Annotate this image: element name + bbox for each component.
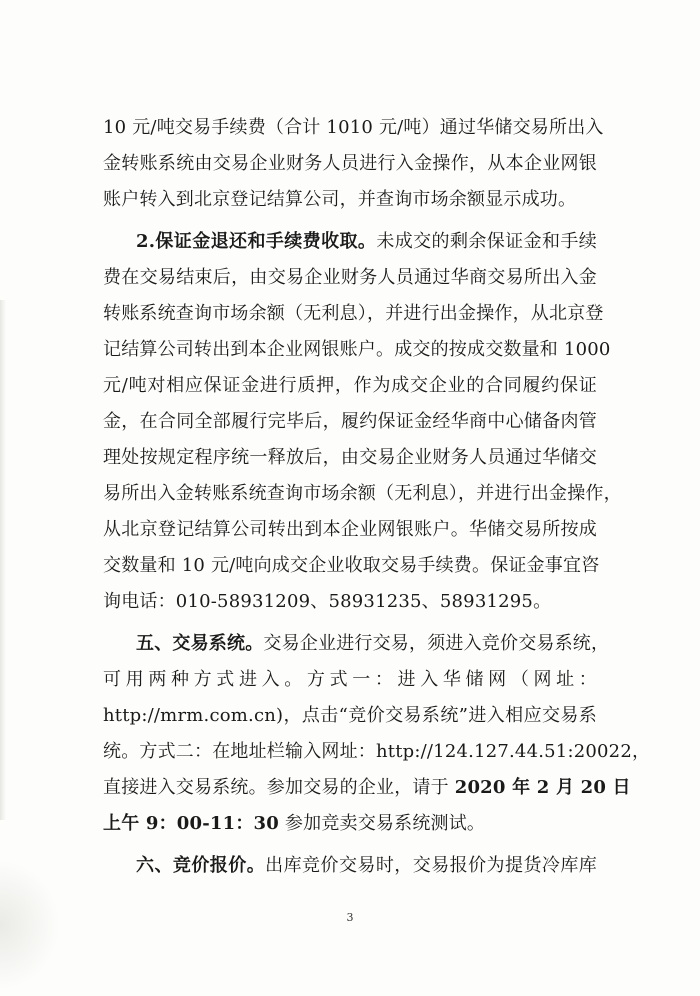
text-line bbox=[103, 591, 597, 613]
line-text: 交易企业进行交易，须进入竞价交易系统， bbox=[263, 633, 610, 654]
text-line bbox=[103, 375, 597, 397]
line-text: 统。方式二：在地址栏输入网址：http://124.127.44.51:20022， bbox=[103, 741, 651, 762]
section-heading: 六、竞价报价。 bbox=[136, 855, 266, 876]
text-line bbox=[103, 669, 597, 691]
line-text: 询电话：010-58931209、58931235、58931295。 bbox=[103, 591, 552, 612]
line-text: 费在交易结束后，由交易企业财务人员通过华商交易所出入金 bbox=[103, 267, 597, 288]
line-text: 参加竞卖交易系统测试。 bbox=[279, 813, 486, 834]
line-text: 元/吨对相应保证金进行质押，作为成交企业的合同履约保证 bbox=[103, 375, 597, 396]
line-text: 从北京登记结算公司转出到本企业网银账户。华储交易所按成 bbox=[103, 519, 597, 540]
text-line bbox=[136, 633, 610, 655]
page-number: 3 bbox=[346, 911, 354, 924]
text-line bbox=[136, 855, 597, 877]
line-text: 转账系统查询市场余额（无利息），并进行出金操作，从北京登 bbox=[103, 303, 604, 324]
text-line bbox=[103, 153, 597, 175]
text-line bbox=[103, 117, 604, 139]
text-line bbox=[103, 189, 597, 211]
line-text: 理处按规定程序统一释放后，由交易企业财务人员通过华储交 bbox=[103, 447, 597, 468]
section-heading: 2.保证金退还和手续费收取。 bbox=[136, 231, 377, 252]
text-line bbox=[103, 483, 622, 505]
line-text: 账户转入到北京登记结算公司，并查询市场余额显示成功。 bbox=[103, 189, 577, 210]
text-line bbox=[103, 555, 600, 577]
text-line bbox=[136, 231, 597, 253]
text-line bbox=[103, 741, 651, 763]
line-text: http://mrm.com.cn)，点击“竞价交易系统”进入相应交易系 bbox=[103, 705, 597, 726]
line-text: 未成交的剩余保证金和手续 bbox=[376, 231, 598, 252]
date-text: 2020 年 2 月 20 日 bbox=[454, 777, 631, 798]
text-line bbox=[103, 303, 604, 325]
text-line bbox=[103, 267, 597, 289]
line-text: 10 元/吨交易手续费（合计 1010 元/吨）通过华储交易所出入 bbox=[103, 117, 604, 138]
section-heading: 五、交易系统。 bbox=[136, 633, 264, 654]
text-line bbox=[103, 339, 611, 361]
line-text: 直接进入交易系统。参加交易的企业，请于 bbox=[103, 777, 455, 798]
text-line bbox=[103, 777, 631, 799]
line-text: 交数量和 10 元/吨向成交企业收取交易手续费。保证金事宜咨 bbox=[103, 555, 600, 576]
line-text: 出库竞价交易时，交易报价为提货冷库库 bbox=[265, 855, 597, 876]
time-text: 上午 9：00-11：30 bbox=[103, 813, 280, 834]
line-text: 金，在合同全部履行完毕后，履约保证金经华商中心储备肉管 bbox=[103, 411, 597, 432]
text-line bbox=[103, 411, 597, 433]
line-text: 易所出入金转账系统查询市场余额（无利息），并进行出金操作， bbox=[103, 483, 622, 504]
text-line bbox=[103, 813, 597, 835]
text-line bbox=[103, 705, 597, 727]
text-line bbox=[103, 519, 597, 541]
scan-edge-shadow bbox=[0, 300, 6, 820]
scan-smudge bbox=[0, 860, 60, 990]
line-text: 记结算公司转出到本企业网银账户。成交的按成交数量和 1000 bbox=[103, 339, 611, 360]
text-line bbox=[103, 447, 597, 469]
line-text: 可用两种方式进入。方式一：进入华储网（网址： bbox=[103, 669, 597, 690]
line-text: 金转账系统由交易企业财务人员进行入金操作，从本企业网银 bbox=[103, 153, 597, 174]
